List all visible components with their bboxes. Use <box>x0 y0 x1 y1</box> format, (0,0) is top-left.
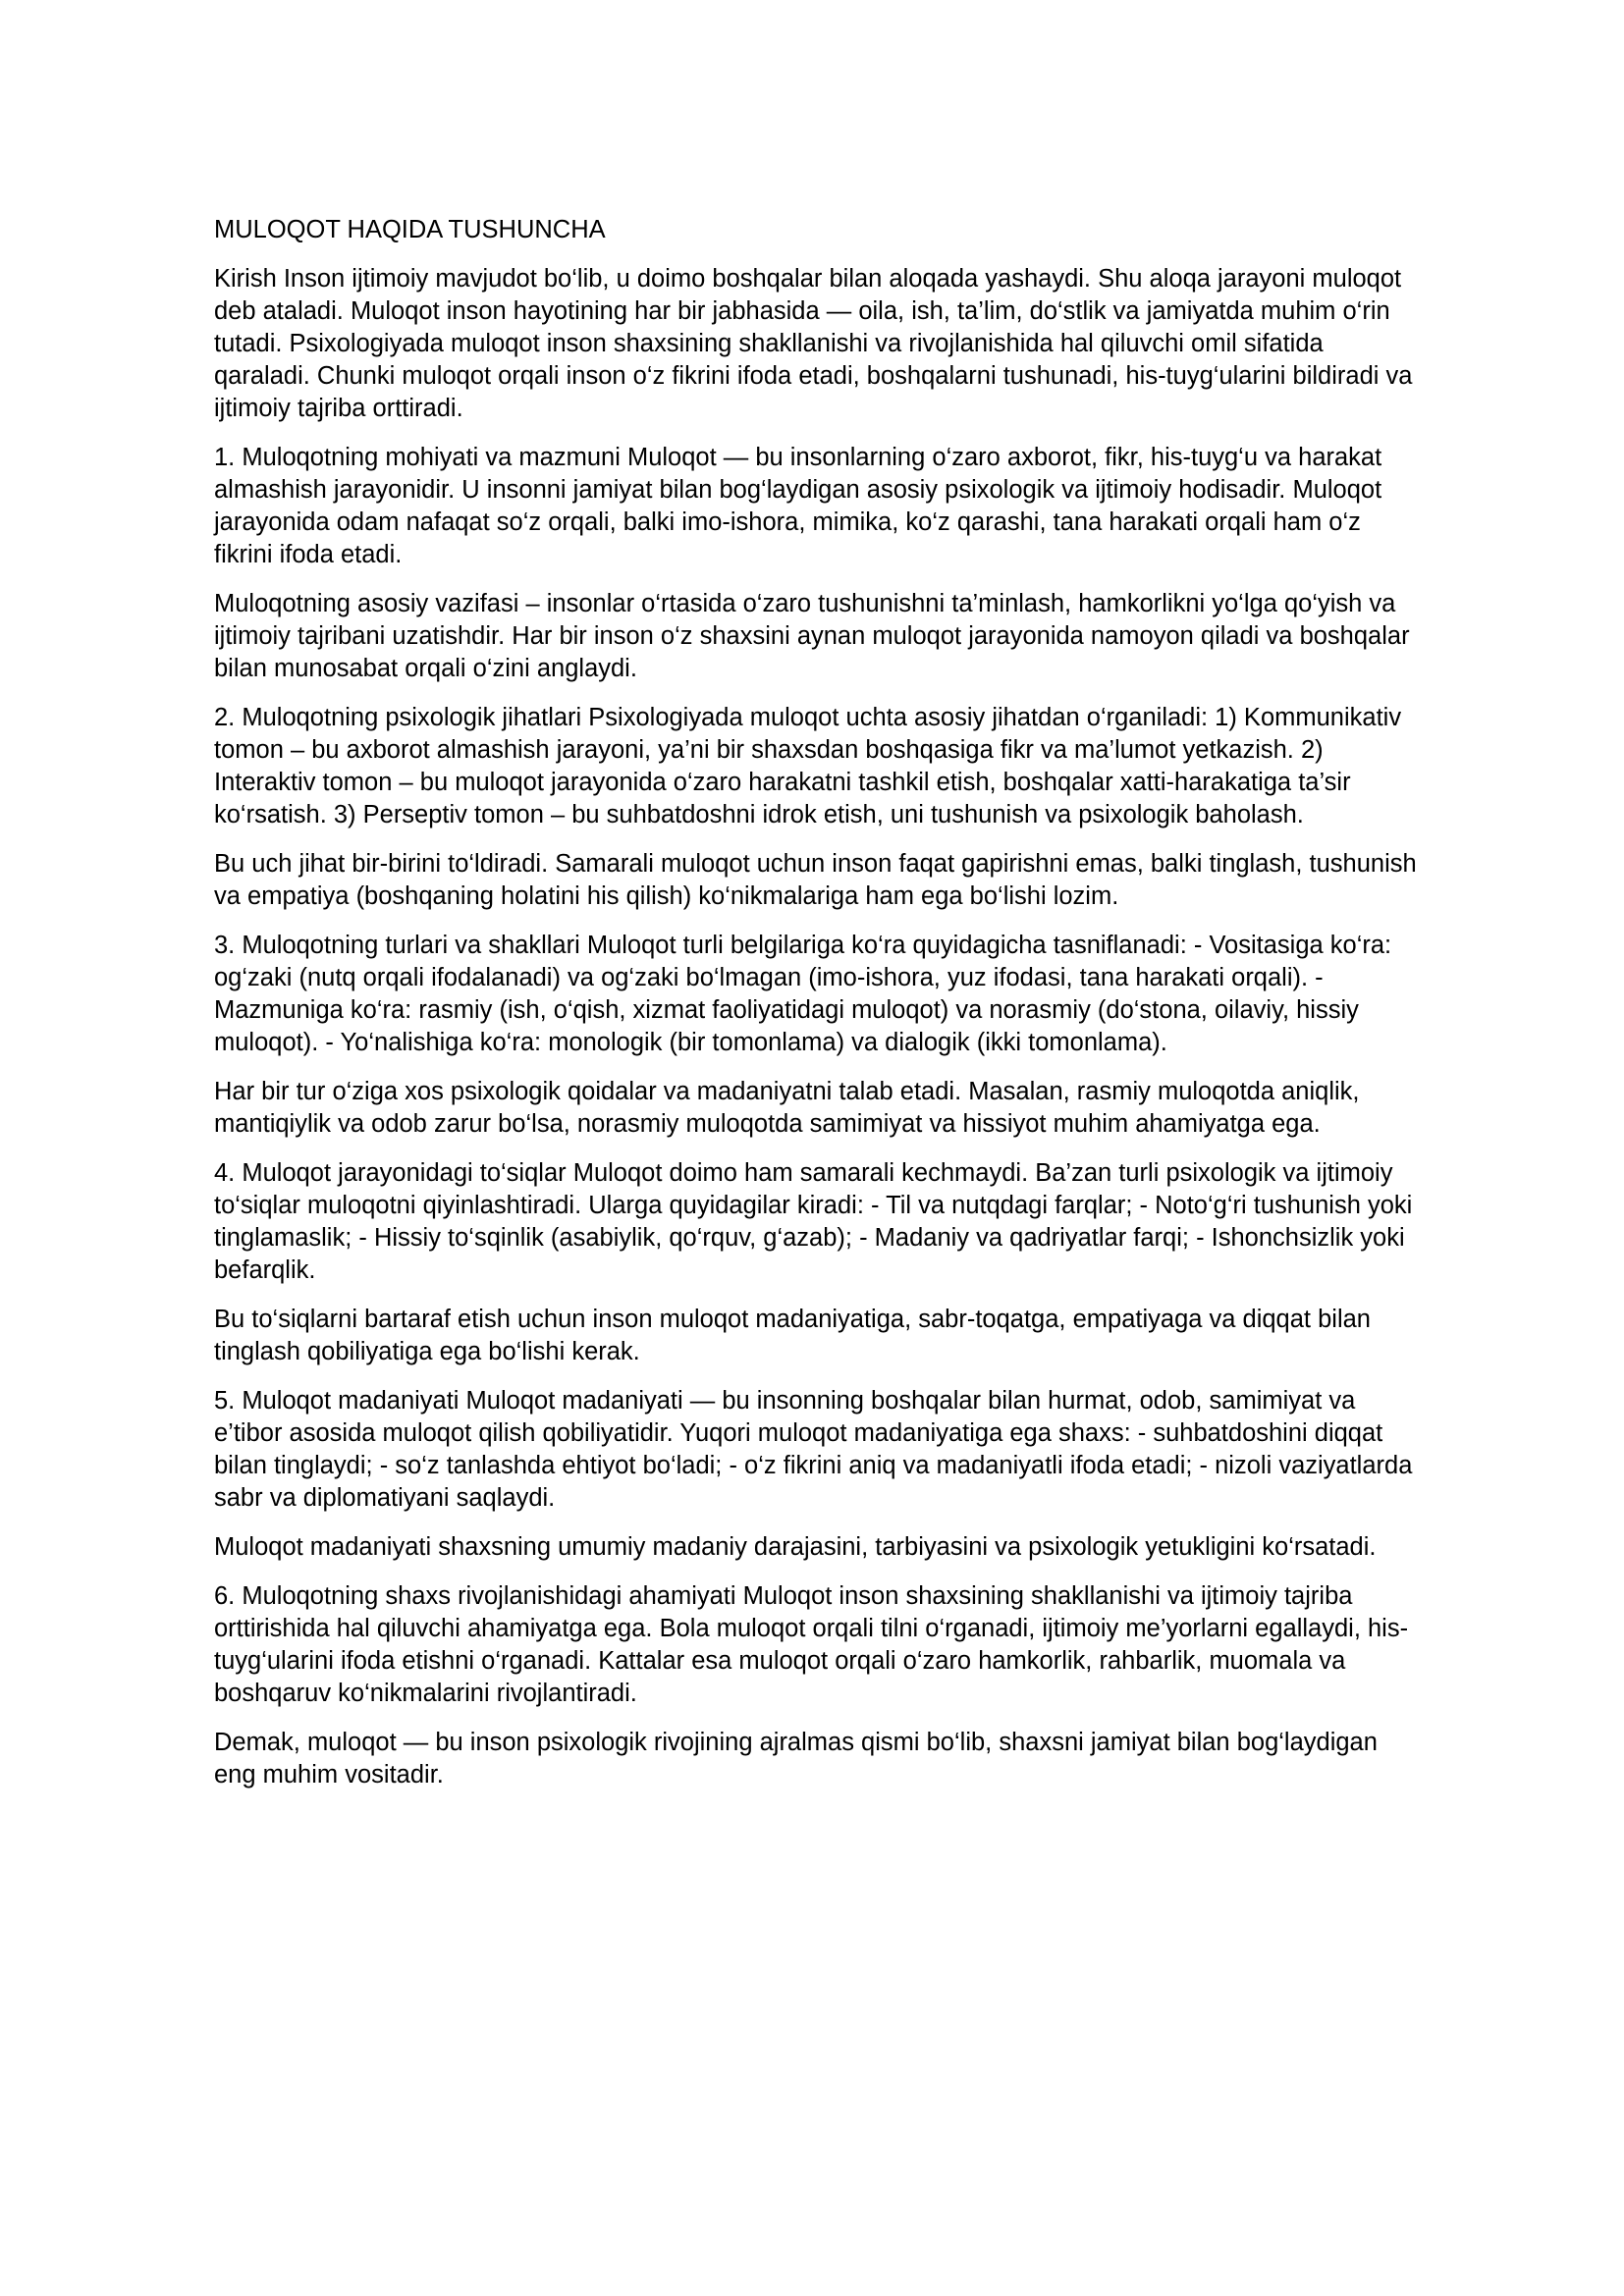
paragraph-section-4: 4. Muloqot jarayonidagi to‘siqlar Muloqot doimo ham samarali kechmaydi. Ba’zan turli psixologik va ijtimoiy to‘siqlar muloqotni qiyinlashtiradi. Ularga quyidagilar kiradi: - Til va nutqdagi farqlar; - Noto‘g‘ri tushunish yoki tinglamaslik; - Hissiy to‘sqinlik (asabiylik, qo‘rquv, g‘azab); - Madaniy va qadriyatlar farqi; - Ishonchsizlik yoki befarqlik. <box>214 1159 1413 1284</box>
paragraph-section-3-continued: Har bir tur o‘ziga xos psixologik qoidalar va madaniyatni talab etadi. Masalan, rasmiy muloqotda aniqlik, mantiqiylik va odob zarur bo‘lsa, norasmiy muloqotda samimiyat va hissiyot muhim ahamiyatga ega. <box>214 1078 1360 1138</box>
document-body <box>214 214 1424 1808</box>
paragraph-section-5-continued: Muloqot madaniyati shaxsning umumiy madaniy darajasini, tarbiyasini va psixologik yetukligini ko‘rsatadi. <box>214 1533 1377 1561</box>
paragraph-section-2-continued: Bu uch jihat bir-birini to‘ldiradi. Samarali muloqot uchun inson faqat gapirishni emas, balki tinglash, tushunish va empatiya (boshqaning holatini his qilish) ko‘nikmalariga ham ega bo‘lishi lozim. <box>214 850 1417 910</box>
paragraph-section-1-continued: Muloqotning asosiy vazifasi – insonlar o‘rtasida o‘zaro tushunishni ta’minlash, hamkorlikni yo‘lga qo‘yish va ijtimoiy tajribani uzatishdir. Har bir inson o‘z shaxsini aynan muloqot jarayonida namoyon qiladi va boshqalar bilan munosabat orqali o‘zini anglaydi. <box>214 590 1410 682</box>
paragraph-section-4-continued: Bu to‘siqlarni bartaraf etish uchun inson muloqot madaniyatiga, sabr-toqatga, empatiyaga va diqqat bilan tinglash qobiliyatiga ega bo‘lishi kerak. <box>214 1306 1371 1365</box>
paragraph-section-5: 5. Muloqot madaniyati Muloqot madaniyati — bu insonning boshqalar bilan hurmat, odob, samimiyat va e’tibor asosida muloqot qilish qobiliyatidir. Yuqori muloqot madaniyatiga ega shaxs: - suhbatdoshini diqqat bilan tinglaydi; - so‘z tanlashda ehtiyot bo‘ladi; - o‘z fikrini aniq va madaniyatli ifoda etadi; - nizoli vaziyatlarda sabr va diplomatiyani saqlaydi. <box>214 1387 1413 1512</box>
paragraph-section-1: 1. Muloqotning mohiyati va mazmuni Muloqot — bu insonlarning o‘zaro axborot, fikr, his-tuyg‘u va harakat almashish jarayonidir. U insonni jamiyat bilan bog‘laydigan asosiy psixologik va ijtimoiy hodisadir. Muloqot jarayonida odam nafaqat so‘z orqali, balki imo-ishora, mimika, ko‘z qarashi, tana harakati orqali ham o‘z fikrini ifoda etadi. <box>214 444 1382 568</box>
document-title: MULOQOT HAQIDA TUSHUNCHA <box>214 216 606 243</box>
paragraph-introduction: Kirish Inson ijtimoiy mavjudot bo‘lib, u doimo boshqalar bilan aloqada yashaydi. Shu aloqa jarayoni muloqot deb ataladi. Muloqot inson hayotining har bir jabhasida — oila, ish, ta’lim, do‘stlik va jamiyatda muhim o‘rin tutadi. Psixologiyada muloqot inson shaxsining shakllanishi va rivojlanishida hal qiluvchi omil sifatida qaraladi. Chunki muloqot orqali inson o‘z fikrini ifoda etadi, boshqalarni tushunadi, his-tuyg‘ularini bildiradi va ijtimoiy tajriba orttiradi. <box>214 265 1413 422</box>
paragraph-section-3: 3. Muloqotning turlari va shakllari Muloqot turli belgilariga ko‘ra quyidagicha tasniflanadi: - Vositasiga ko‘ra: og‘zaki (nutq orqali ifodalanadi) va og‘zaki bo‘lmagan (imo-ishora, yuz ifodasi, tana harakati orqali). - Mazmuniga ko‘ra: rasmiy (ish, o‘qish, xizmat faoliyatidagi muloqot) va norasmiy (do‘stona, oilaviy, hissiy muloqot). - Yo‘nalishiga ko‘ra: monologik (bir tomonlama) va dialogik (ikki tomonlama). <box>214 932 1392 1056</box>
paragraph-section-6: 6. Muloqotning shaxs rivojlanishidagi ahamiyati Muloqot inson shaxsining shakllanishi va ijtimoiy tajriba orttirishida hal qiluvchi ahamiyatga ega. Bola muloqot orqali tilni o‘rganadi, ijtimoiy me’yorlarni egallaydi, his-tuyg‘ularini ifoda etishni o‘rganadi. Kattalar esa muloqot orqali o‘zaro hamkorlik, rahbarlik, muomala va boshqaruv ko‘nikmalarini rivojlantiradi. <box>214 1582 1409 1707</box>
paragraph-section-2: 2. Muloqotning psixologik jihatlari Psixologiyada muloqot uchta asosiy jihatdan o‘rganiladi: 1) Kommunikativ tomon – bu axborot almashish jarayoni, ya’ni bir shaxsdan boshqasiga fikr va ma’lumot yetkazish. 2) Interaktiv tomon – bu muloqot jarayonida o‘zaro harakatni tashkil etish, boshqalar xatti-harakatiga ta’sir ko‘rsatish. 3) Perseptiv tomon – bu suhbatdoshni idrok etish, uni tushunish va psixologik baholash. <box>214 704 1402 828</box>
paragraph-conclusion: Demak, muloqot — bu inson psixologik rivojining ajralmas qismi bo‘lib, shaxsni jamiyat bilan bog‘laydigan eng muhim vositadir. <box>214 1729 1378 1789</box>
